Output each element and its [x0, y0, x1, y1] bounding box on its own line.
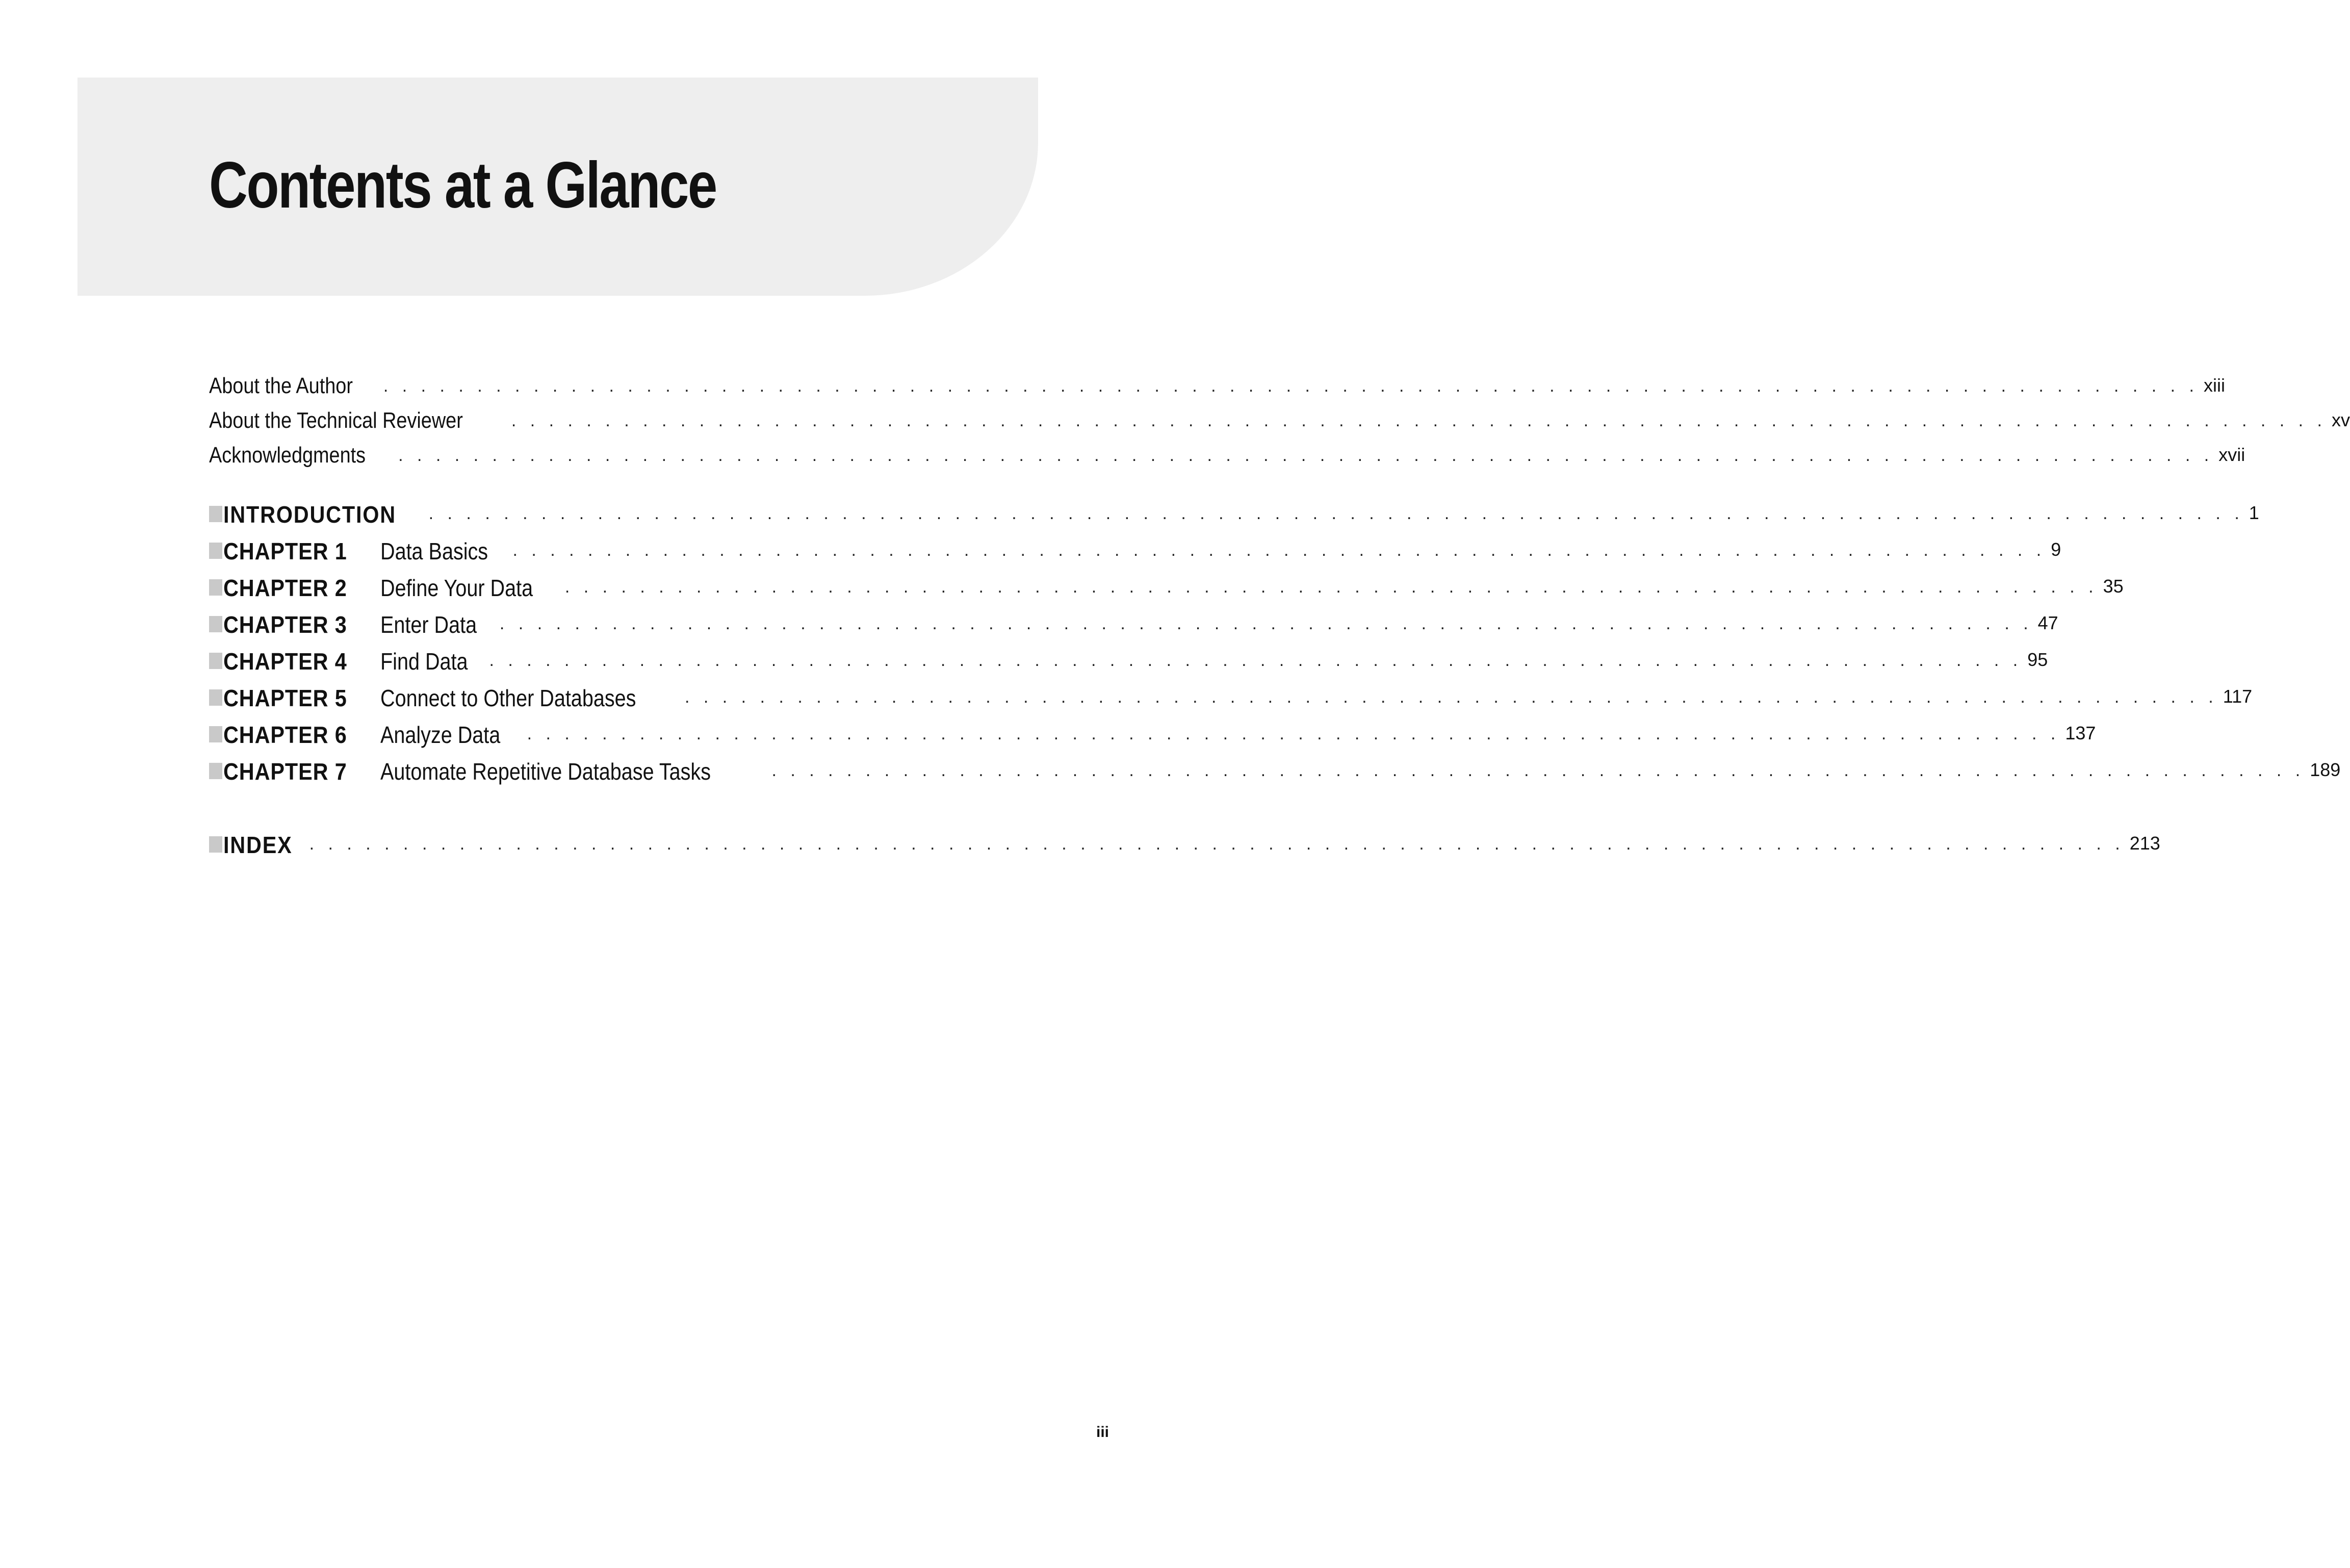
section-label: INTRODUCTION	[223, 501, 396, 528]
section-marker	[209, 506, 222, 522]
section-marker	[209, 653, 222, 669]
dot-leader: . . . . . . . . . . . . . . . . . . . . . . . . . . . . . . . . . . . . . . . . . . . . . . . . . . . . . . . . . . . . . . . . . . . . . . . . . . . . . . . . . .	[527, 724, 2060, 743]
toc-page-number: xvii	[2218, 444, 2245, 465]
chapter-label: CHAPTER 7	[223, 758, 347, 785]
section-marker	[209, 616, 222, 632]
toc-page-number: 213	[2129, 833, 2160, 854]
toc-entry-chapter-5[interactable]	[209, 679, 2253, 711]
toc-page-number: 9	[2051, 539, 2061, 560]
toc-entry-technical-reviewer[interactable]	[209, 403, 2350, 433]
toc-entry-about-author[interactable]	[209, 368, 2225, 399]
toc-page-number: 95	[2027, 649, 2048, 670]
toc-entry-title: Acknowledgments	[209, 443, 366, 468]
toc-page-number: 1	[2249, 502, 2259, 523]
toc-page-number: xiii	[2203, 375, 2225, 396]
section-marker	[209, 726, 222, 742]
chapter-label: CHAPTER 3	[223, 611, 347, 638]
section-marker	[209, 579, 222, 596]
chapter-label: CHAPTER 1	[223, 538, 347, 564]
toc-entry-title: About the Author	[209, 373, 353, 398]
chapter-label: CHAPTER 6	[223, 722, 347, 748]
section-marker	[209, 763, 222, 779]
chapter-title: Analyze Data	[380, 722, 501, 748]
chapter-label: CHAPTER 2	[223, 575, 347, 601]
dot-leader: . . . . . . . . . . . . . . . . . . . . . . . . . . . . . . . . . . . . . . . . . . . . . . . . . . . . . . . . . . . . . . . . . . . . . . . . . . . . . . . . . .	[512, 541, 2046, 560]
toc-entry-chapter-4[interactable]	[209, 642, 2048, 675]
section-marker	[209, 836, 222, 853]
toc-entry-title: About the Technical Reviewer	[209, 408, 463, 433]
toc-page-number: 117	[2223, 686, 2253, 707]
section-marker	[209, 543, 222, 559]
toc-page-number: 137	[2065, 723, 2096, 743]
chapter-title: Define Your Data	[380, 575, 533, 601]
toc-entry-introduction[interactable]	[209, 496, 2259, 528]
toc-entry-chapter-3[interactable]	[209, 606, 2058, 638]
toc-entry-index[interactable]	[209, 826, 2160, 858]
dot-leader: . . . . . . . . . . . . . . . . . . . . . . . . . . . . . . . . . . . . . . . . . . . . . . . . . . . . . . . . . . . . . . . . . . . . . . . . . . . . . . . . . . . . . . . . . . . . . . . . .	[511, 411, 2327, 430]
toc-entry-chapter-7[interactable]	[209, 753, 2341, 785]
toc-entry-chapter-2[interactable]	[209, 569, 2124, 601]
toc-page-number: 47	[2037, 612, 2058, 633]
dot-leader: . . . . . . . . . . . . . . . . . . . . . . . . . . . . . . . . . . . . . . . . . . . . . . . . . . . . . . . . . . . . . . . . . . . . . . . . . . . . . . . . . .	[771, 761, 2305, 780]
page-folio: iii	[1096, 1424, 1109, 1441]
dot-leader: . . . . . . . . . . . . . . . . . . . . . . . . . . . . . . . . . . . . . . . . . . . . . . . . . . . . . . . . . . . . . . . . . . . . . . . . . . . . . . . . . . . . . . . . . . . . . . . . .	[428, 504, 2244, 523]
chapter-label: CHAPTER 5	[223, 685, 347, 711]
chapter-title: Enter Data	[380, 611, 477, 638]
dot-leader: . . . . . . . . . . . . . . . . . . . . . . . . . . . . . . . . . . . . . . . . . . . . . . . . . . . . . . . . . . . . . . . . . . . . . . . . . . . . . . . . . . . . . . . . . . . . . . . . .	[398, 446, 2214, 465]
toc-page-number: 35	[2103, 576, 2124, 597]
toc-page-number: 189	[2310, 759, 2341, 780]
chapter-title: Connect to Other Databases	[380, 685, 636, 711]
toc-entry-chapter-1[interactable]	[209, 532, 2061, 564]
toc-entry-acknowledgments[interactable]	[209, 438, 2245, 468]
chapter-title: Data Basics	[380, 538, 488, 564]
toc-entry-chapter-6[interactable]	[209, 716, 2096, 748]
page-title: Contents at a Glance	[209, 149, 716, 222]
toc-page-number: xv	[2332, 409, 2350, 430]
dot-leader: . . . . . . . . . . . . . . . . . . . . . . . . . . . . . . . . . . . . . . . . . . . . . . . . . . . . . . . . . . . . . . . . . . . . . . . . . . . . . . . . . .	[685, 687, 2218, 707]
dot-leader: . . . . . . . . . . . . . . . . . . . . . . . . . . . . . . . . . . . . . . . . . . . . . . . . . . . . . . . . . . . . . . . . . . . . . . . . . . . . . . . . . . . . . . . . . . . . . . . . .	[383, 376, 2199, 396]
section-label: INDEX	[223, 832, 293, 858]
dot-leader: . . . . . . . . . . . . . . . . . . . . . . . . . . . . . . . . . . . . . . . . . . . . . . . . . . . . . . . . . . . . . . . . . . . . . . . . . . . . . . . . . .	[499, 614, 2033, 633]
dot-leader: . . . . . . . . . . . . . . . . . . . . . . . . . . . . . . . . . . . . . . . . . . . . . . . . . . . . . . . . . . . . . . . . . . . . . . . . . . . . . . . . . .	[489, 651, 2023, 670]
chapter-title: Automate Repetitive Database Tasks	[380, 758, 711, 785]
dot-leader: . . . . . . . . . . . . . . . . . . . . . . . . . . . . . . . . . . . . . . . . . . . . . . . . . . . . . . . . . . . . . . . . . . . . . . . . . . . . . . . . . . . . . . . . . . . . . . . . .	[309, 834, 2125, 854]
section-marker	[209, 689, 222, 706]
chapter-label: CHAPTER 4	[223, 648, 347, 675]
dot-leader: . . . . . . . . . . . . . . . . . . . . . . . . . . . . . . . . . . . . . . . . . . . . . . . . . . . . . . . . . . . . . . . . . . . . . . . . . . . . . . . . . .	[564, 577, 2098, 597]
chapter-title: Find Data	[380, 648, 468, 675]
